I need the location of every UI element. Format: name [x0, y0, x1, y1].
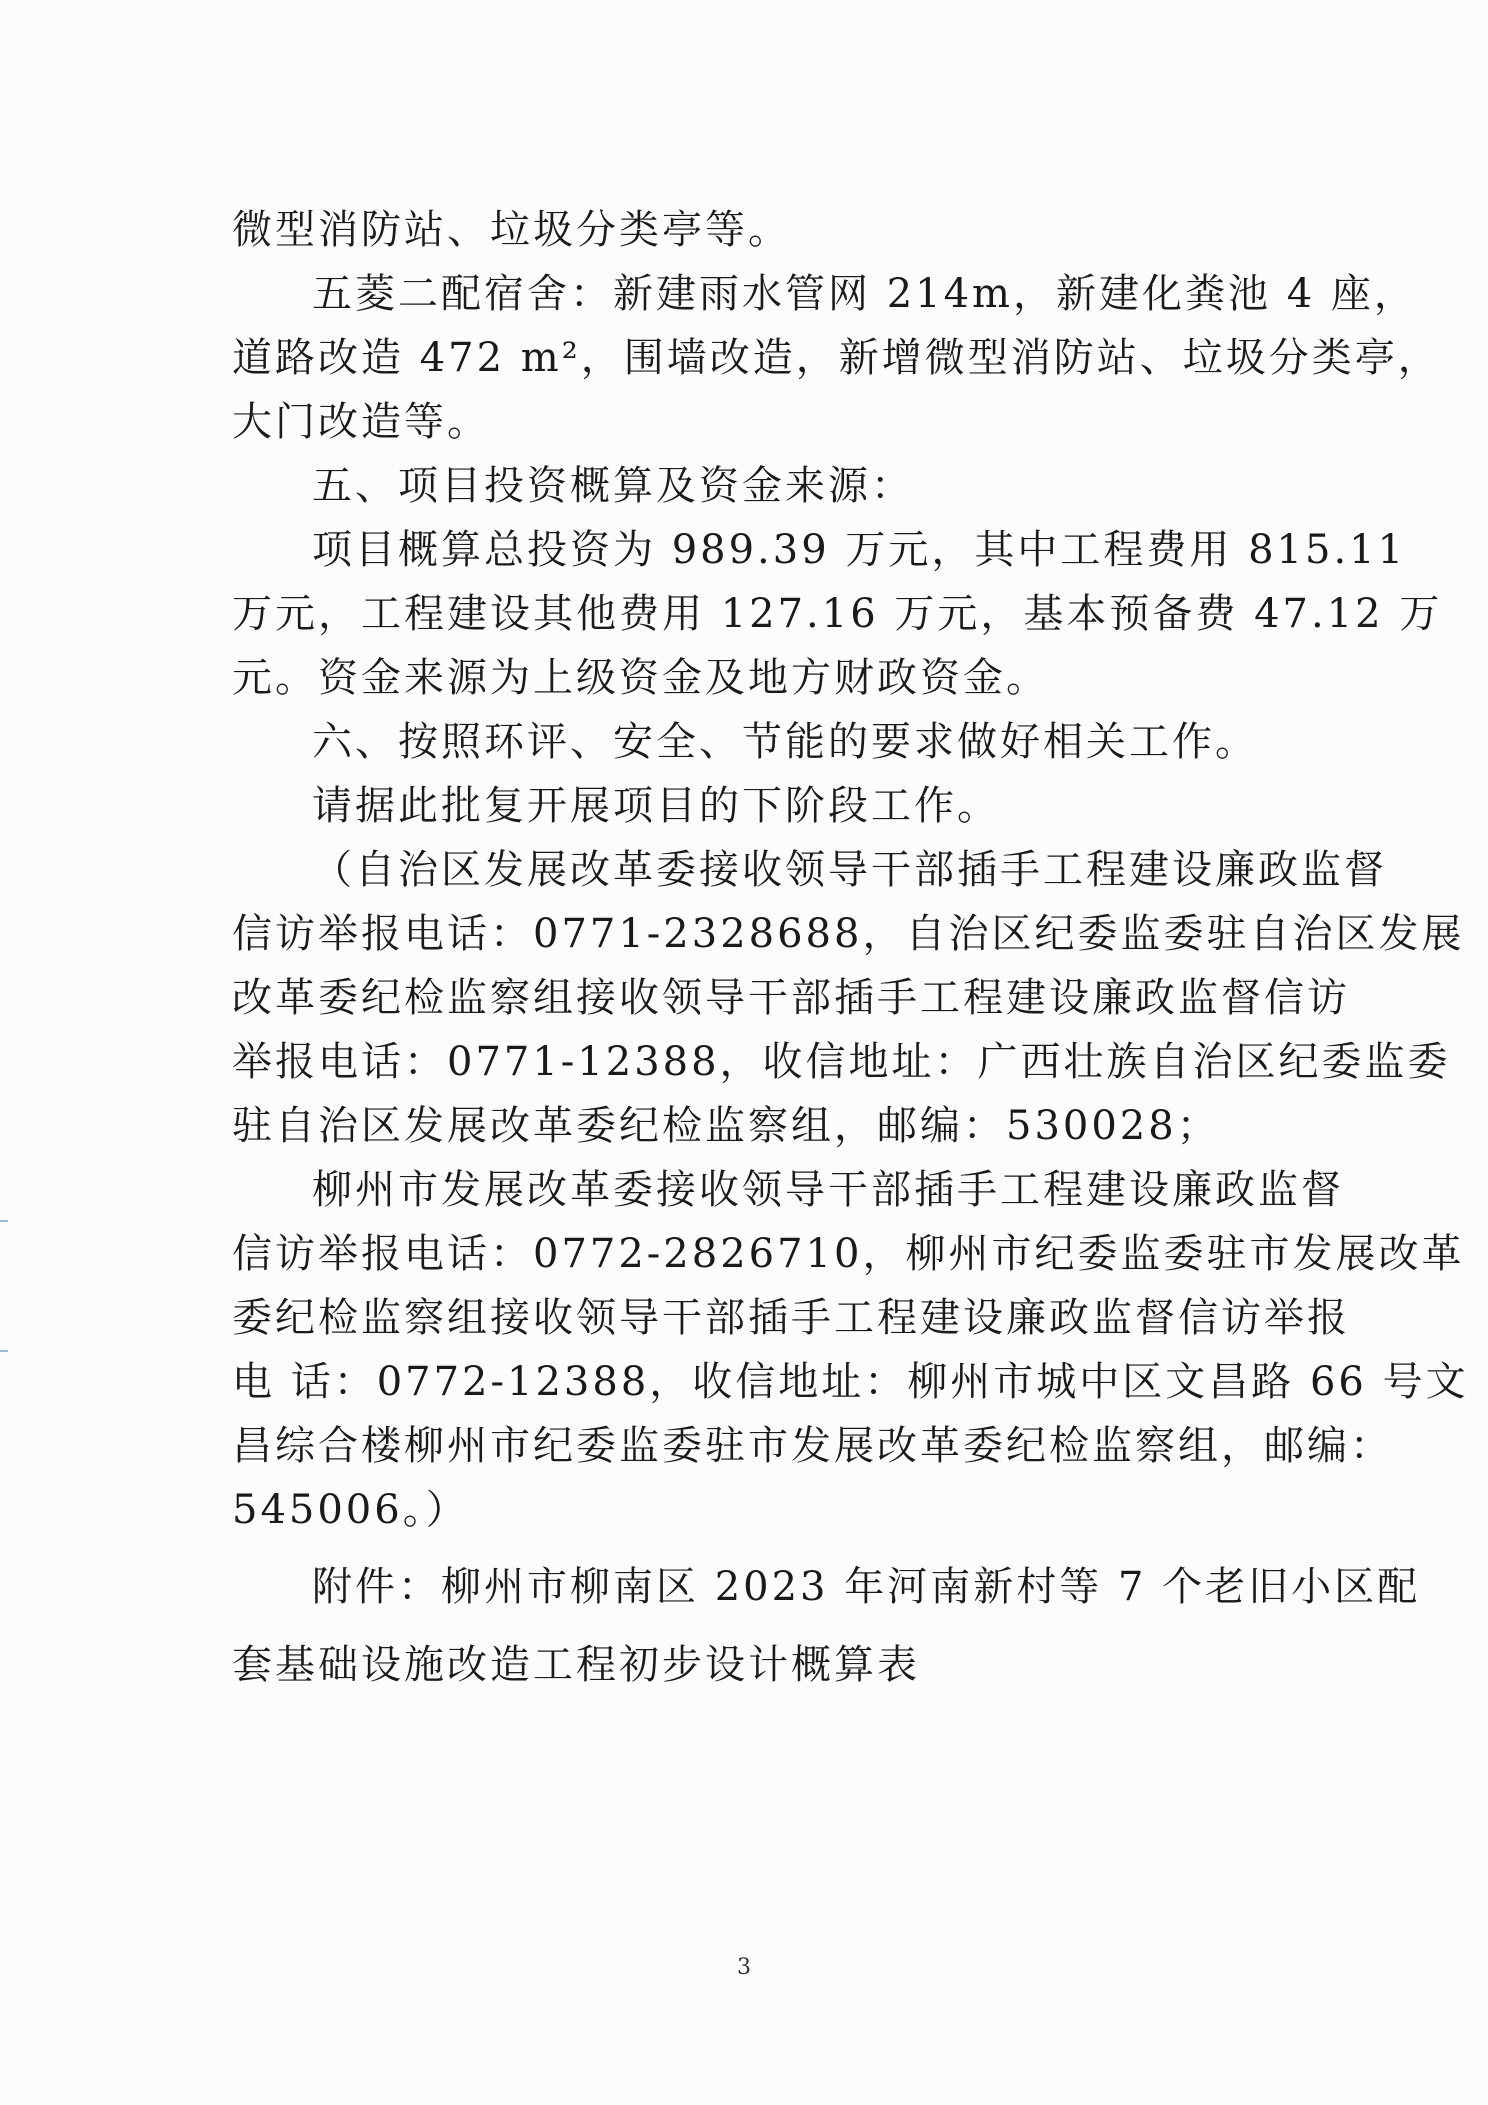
scan-edge-mark	[0, 1220, 8, 1222]
text-line: 545006。）	[232, 1487, 469, 1533]
text-line: 改革委纪检监察组接收领导干部插手工程建设廉政监督信访	[232, 975, 1350, 1021]
body-text	[232, 198, 1469, 1542]
text-line: 信访举报电话：0772-2826710，柳州市纪委监委驻市发展改革	[232, 1231, 1465, 1277]
text-line: 柳州市发展改革委接收领导干部插手工程建设廉政监督	[312, 1167, 1344, 1213]
text-line: 电 话：0772-12388，收信地址：柳州市城中区文昌路 66 号文	[232, 1359, 1469, 1405]
text-line: 元。资金来源为上级资金及地方财政资金。	[232, 655, 1049, 701]
text-line: 大门改造等。	[232, 399, 490, 445]
text-line: 驻自治区发展改革委纪检监察组，邮编：530028；	[232, 1103, 1220, 1149]
text-line: 六、按照环评、安全、节能的要求做好相关工作。	[312, 719, 1258, 765]
text-line: 请据此批复开展项目的下阶段工作。	[312, 783, 1000, 829]
text-line: 套基础设施改造工程初步设计概算表	[232, 1642, 920, 1688]
text-line: （自治区发展改革委接收领导干部插手工程建设廉政监督	[312, 847, 1387, 893]
attachment-note	[232, 1548, 1421, 1704]
text-line: 昌综合楼柳州市纪委监委驻市发展改革委纪检监察组，邮编：	[232, 1423, 1393, 1469]
text-line: 委纪检监察组接收领导干部插手工程建设廉政监督信访举报	[232, 1295, 1350, 1341]
scan-edge-mark	[0, 1350, 8, 1352]
text-line: 五菱二配宿舍：新建雨水管网 214m，新建化粪池 4 座，	[312, 271, 1417, 317]
text-line: 举报电话：0771-12388，收信地址：广西壮族自治区纪委监委	[232, 1039, 1451, 1085]
page-number: 3	[737, 1955, 751, 1980]
text-line: 万元，工程建设其他费用 127.16 万元，基本预备费 47.12 万	[232, 591, 1443, 637]
text-line: 五、项目投资概算及资金来源：	[312, 463, 914, 509]
text-line: 微型消防站、垃圾分类亭等。	[232, 207, 791, 253]
text-line: 道路改造 472 m²，围墙改造，新增微型消防站、垃圾分类亭，	[232, 335, 1441, 381]
text-line: 信访举报电话：0771-2328688，自治区纪委监委驻自治区发展	[232, 911, 1465, 957]
text-line: 项目概算总投资为 989.39 万元，其中工程费用 815.11	[312, 527, 1407, 573]
text-line: 附件：柳州市柳南区 2023 年河南新村等 7 个老旧小区配	[312, 1564, 1421, 1610]
